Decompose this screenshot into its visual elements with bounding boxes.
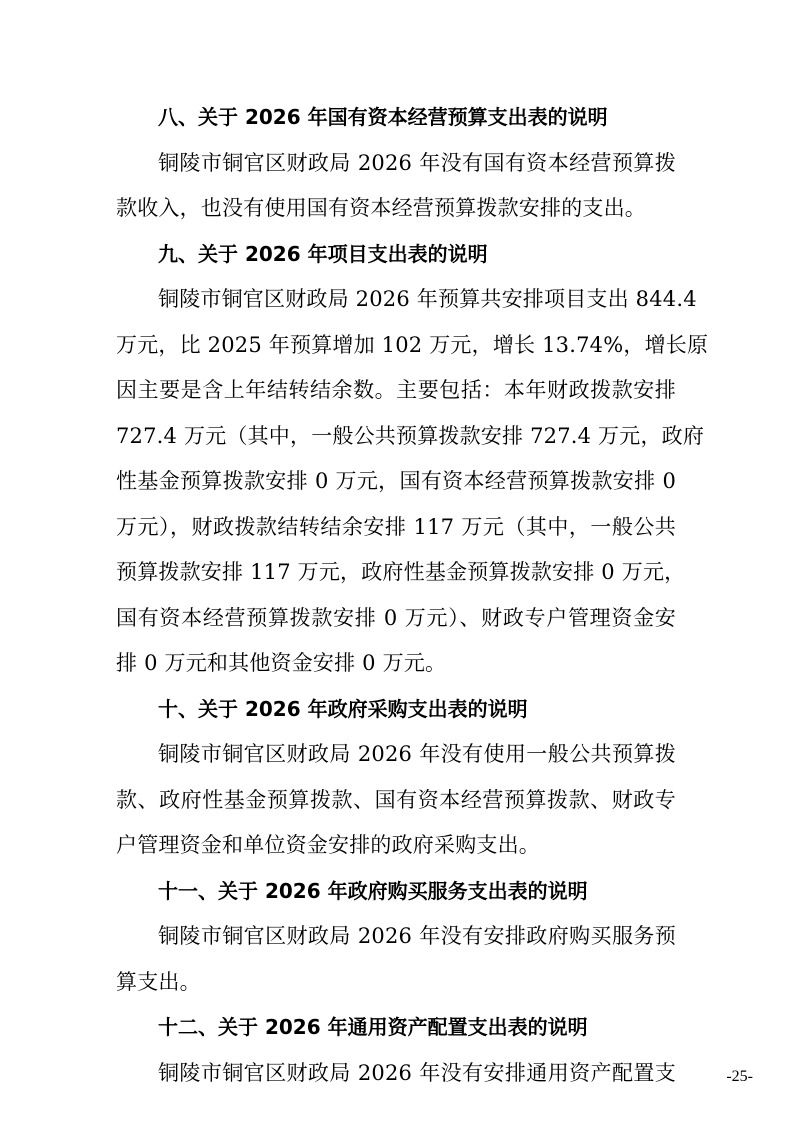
section-9-line-1: 铜陵市铜官区财政局 2026 年预算共安排项目支出 844.4 [158, 287, 697, 311]
section-10-line-3: 户管理资金和单位资金安排的政府采购支出。 [116, 833, 540, 857]
section-12-heading: 十二、关于 2026 年通用资产配置支出表的说明 [158, 1015, 588, 1039]
section-9-line-9: 排 0 万元和其他资金安排 0 万元。 [116, 651, 447, 675]
section-8-heading: 八、关于 2026 年国有资本经营预算支出表的说明 [158, 105, 608, 129]
section-9-line-4: 727.4 万元（其中，一般公共预算拨款安排 727.4 万元，政府 [116, 423, 705, 448]
section-9-line-3: 因主要是含上年结转结余数。主要包括：本年财政拨款安排 [116, 378, 676, 402]
section-12-line-1: 铜陵市铜官区财政局 2026 年没有安排通用资产配置支 [158, 1060, 676, 1085]
document-body [116, 95, 709, 1096]
section-8-line-1: 铜陵市铜官区财政局 2026 年没有国有资本经营预算拨 [158, 150, 676, 175]
section-10-line-2: 款、政府性基金预算拨款、国有资本经营预算拨款、财政专 [116, 787, 676, 812]
section-10-line-1: 铜陵市铜官区财政局 2026 年没有使用一般公共预算拨 [158, 742, 676, 766]
section-9-line-6: 万元），财政拨款结转结余安排 117 万元（其中，一般公共 [116, 514, 676, 539]
section-9-line-8: 国有资本经营预算拨款安排 0 万元）、财政专户管理资金安 [116, 605, 676, 630]
section-9-line-7: 预算拨款安排 117 万元，政府性基金预算拨款安排 0 万元， [116, 560, 686, 584]
section-9-heading: 九、关于 2026 年项目支出表的说明 [158, 241, 488, 266]
section-9-line-5: 性基金预算拨款安排 0 万元，国有资本经营预算拨款安排 0 [116, 469, 676, 493]
section-8-line-2: 款收入，也没有使用国有资本经营预算拨款安排的支出。 [116, 196, 646, 220]
page-number: -25- [726, 1068, 753, 1085]
section-11-line-1: 铜陵市铜官区财政局 2026 年没有安排政府购买服务预 [158, 924, 676, 948]
section-10-heading: 十、关于 2026 年政府采购支出表的说明 [158, 696, 528, 721]
section-11-line-2: 算支出。 [116, 969, 201, 994]
section-11-heading: 十一、关于 2026 年政府购买服务支出表的说明 [158, 878, 588, 903]
section-9-line-2: 万元，比 2025 年预算增加 102 万元，增长 13.74%，增长原 [116, 332, 709, 357]
